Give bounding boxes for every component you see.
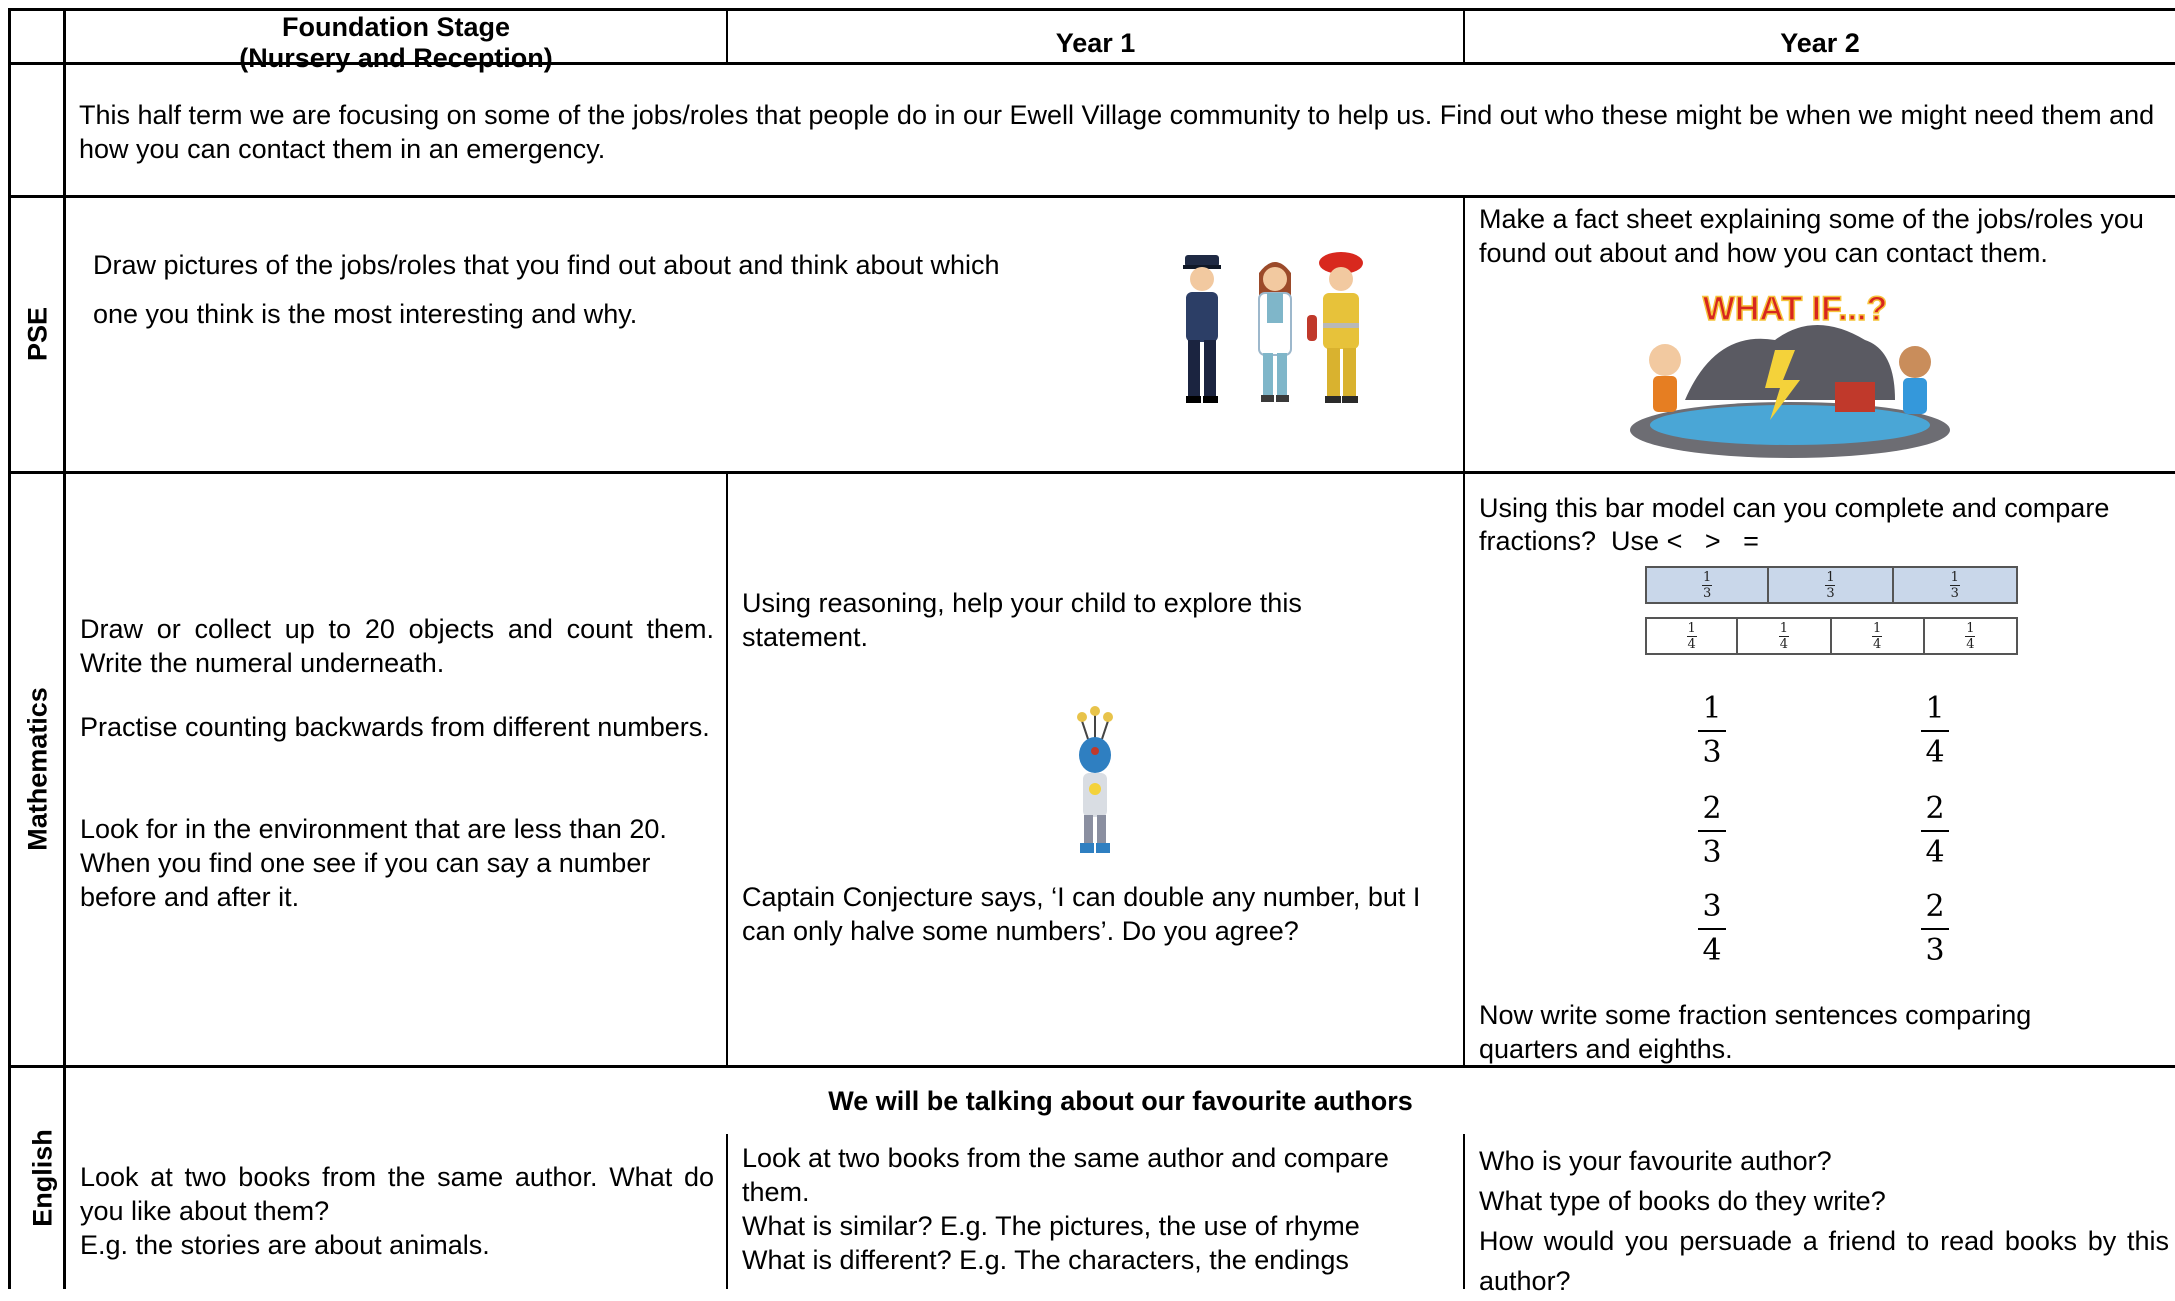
fraction-line — [1921, 928, 1949, 930]
fraction-right — [1915, 790, 1955, 872]
bar-fraction-label — [1779, 622, 1789, 651]
fraction-line — [1698, 928, 1726, 930]
fraction-line — [1698, 830, 1726, 832]
bar-fraction-label — [1687, 622, 1697, 651]
bar-third-box — [1892, 566, 2018, 604]
row-label-mathematics: Mathematics — [22, 687, 53, 851]
grid-line — [1463, 195, 1465, 1068]
bar-third-box — [1645, 566, 1769, 604]
english-year1 — [742, 1141, 1456, 1277]
bar-fraction-denominator: 3 — [1826, 585, 1835, 601]
bar-fraction-denominator: 3 — [1703, 585, 1712, 601]
bar-fraction-label — [1872, 622, 1882, 651]
maths-year2-intro-line2: fractions? Use < > = — [1479, 526, 1759, 556]
grid-line — [8, 8, 11, 1289]
english-year2-line1: Who is your favourite author? — [1479, 1146, 1832, 1176]
maths-foundation-p2: Practise counting backwards from different numbers. — [80, 712, 710, 742]
header-foundation-line1: Foundation Stage — [282, 12, 510, 42]
bar-fraction-numerator: 1 — [1687, 620, 1696, 636]
bar-fraction-numerator: 1 — [1779, 620, 1789, 636]
bar-fraction-denominator: 4 — [1872, 636, 1882, 652]
bar-fraction-numerator: 1 — [1872, 620, 1882, 636]
bar-third-box — [1767, 566, 1893, 604]
fraction-numerator: 1 — [1702, 691, 1722, 726]
grid-line — [8, 471, 2175, 474]
maths-foundation-p3: Look for in the environment that are less than 20. When you find one see if you can say a number before and after it. — [80, 814, 667, 912]
english-year1-line3: What is different? E.g. The characters, the endings — [742, 1245, 1349, 1275]
fraction-line — [1921, 730, 1949, 732]
english-banner: We will be talking about our favourite authors — [828, 1086, 1413, 1116]
bar-fraction-label — [1825, 571, 1835, 600]
fraction-denominator: 4 — [1702, 933, 1722, 968]
maths-year2-intro-line1: Using this bar model can you complete and compare — [1479, 493, 2110, 523]
grid-line — [726, 1134, 728, 1289]
english-year1-line2: What is similar? E.g. The pictures, the use of rhyme — [742, 1211, 1360, 1241]
english-foundation-line1: Look at two books from the same author. What do you like about them? — [80, 1162, 714, 1226]
bar-quarter-box — [1736, 617, 1831, 655]
fraction-line — [1921, 830, 1949, 832]
fraction-left — [1692, 690, 1732, 772]
fraction-denominator: 4 — [1925, 835, 1945, 870]
bar-fraction-denominator: 3 — [1950, 585, 1959, 601]
maths-foundation-p1: Draw or collect up to 20 objects and count them. Write the numeral underneath. — [80, 614, 714, 678]
bar-fraction-denominator: 4 — [1779, 636, 1789, 652]
fraction-denominator: 4 — [1925, 735, 1945, 770]
maths-year1-quote: Captain Conjecture says, ‘I can double any number, but I can only halve some numbers’. Do you agree? — [742, 882, 1421, 946]
header-year2: Year 2 — [1780, 28, 1860, 58]
maths-year1-intro: Using reasoning, help your child to explore this statement. — [742, 588, 1302, 652]
header-foundation — [66, 12, 726, 74]
row-label-english: English — [27, 1129, 58, 1227]
bar-fraction-label — [1950, 571, 1960, 600]
intro-text: This half term we are focusing on some of the jobs/roles that people do in our Ewell Village community to help us. Find out who these might be when we might need them and how you can contact them in an emergency. — [79, 100, 2155, 164]
english-year1-line1: Look at two books from the same author and compare them. — [742, 1143, 1389, 1207]
bar-quarter-box — [1645, 617, 1738, 655]
pse-combined-line1: Draw pictures of the jobs/roles that you find out about and think about which — [93, 250, 1000, 280]
english-year2-line3: How would you persuade a friend to read books by this author? — [1479, 1226, 2169, 1296]
maths-year2-outro: Now write some fraction sentences comparing quarters and eighths. — [1479, 1000, 2032, 1064]
grid-line — [1463, 1134, 1465, 1289]
bar-fraction-numerator: 1 — [1703, 569, 1712, 585]
emergency-workers-illustration — [1175, 245, 1375, 415]
bar-fraction-label — [1702, 571, 1712, 600]
fraction-line — [1698, 730, 1726, 732]
bar-fraction-numerator: 1 — [1966, 620, 1975, 636]
grid-line — [8, 195, 2175, 198]
row-label-pse: PSE — [22, 306, 53, 362]
fraction-numerator: 2 — [1925, 791, 1945, 826]
grid-line — [726, 471, 728, 1068]
captain-conjecture-illustration — [1070, 703, 1120, 859]
fraction-right — [1915, 888, 1955, 970]
english-foundation — [80, 1160, 714, 1262]
bar-quarter-box — [1830, 617, 1925, 655]
fraction-numerator: 3 — [1702, 889, 1722, 924]
bar-fraction-denominator: 4 — [1687, 636, 1696, 652]
fraction-denominator: 3 — [1702, 735, 1722, 770]
police-officer-figure — [1183, 255, 1221, 403]
fraction-denominator: 3 — [1702, 835, 1722, 870]
header-year1: Year 1 — [1055, 28, 1136, 58]
grid-line — [8, 8, 2175, 11]
what-if-caption: WHAT IF...? — [1702, 290, 1888, 328]
firefighter-figure — [1307, 252, 1363, 403]
fraction-numerator: 2 — [1702, 791, 1722, 826]
bar-fraction-numerator: 1 — [1826, 569, 1835, 585]
fraction-left — [1692, 790, 1732, 872]
doctor-figure — [1259, 262, 1291, 402]
what-if-illustration — [1625, 290, 1955, 460]
bar-fraction-denominator: 4 — [1966, 636, 1975, 652]
english-year2-line2: What type of books do they write? — [1479, 1186, 1886, 1216]
bar-quarter-box — [1923, 617, 2018, 655]
pse-combined-line2: one you think is the most interesting and why. — [93, 299, 638, 329]
pse-year2-text: Make a fact sheet explaining some of the jobs/roles you found out about and how you can contact them. — [1479, 204, 2144, 268]
fraction-right — [1915, 690, 1955, 772]
fraction-numerator: 1 — [1925, 691, 1945, 726]
fraction-denominator: 3 — [1925, 933, 1945, 968]
header-foundation-line2: (Nursery and Reception) — [239, 43, 553, 73]
english-foundation-line2: E.g. the stories are about animals. — [80, 1230, 490, 1260]
bar-fraction-label — [1965, 622, 1975, 651]
fraction-left — [1692, 888, 1732, 970]
english-year2 — [1479, 1141, 2169, 1301]
bar-fraction-numerator: 1 — [1950, 569, 1959, 585]
fraction-numerator: 2 — [1925, 889, 1945, 924]
